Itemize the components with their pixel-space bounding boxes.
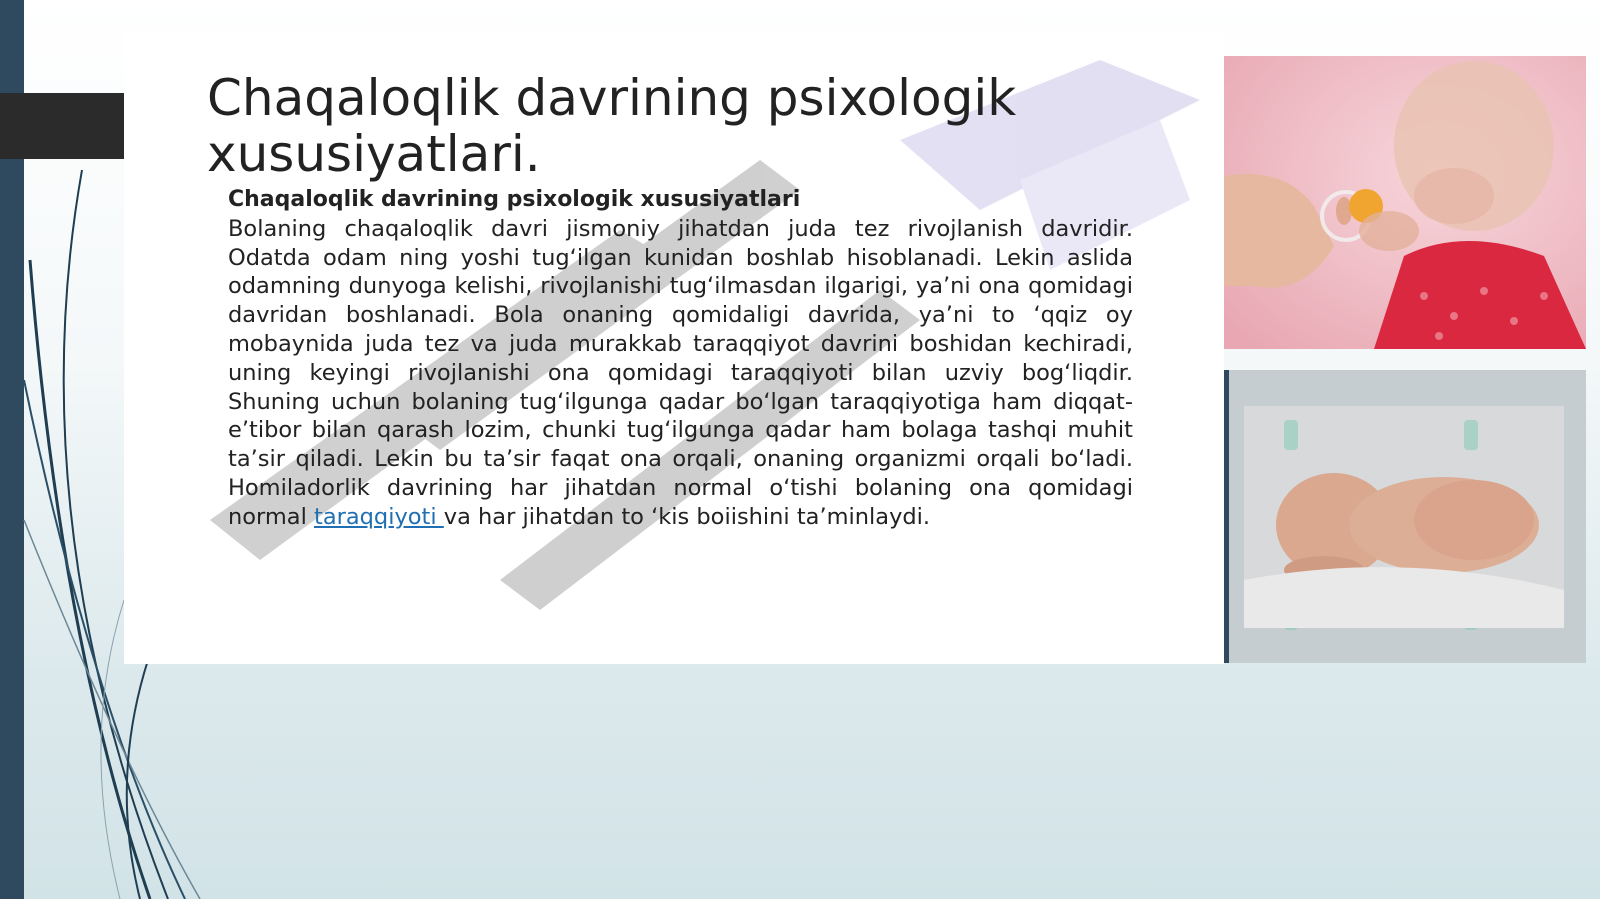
paragraph-text: Bolaning chaqaloqlik davri jismoniy jihatdan juda tez rivojlanish davridir. Odatda odam ning yoshi tug‘ilgan kunidan boshlab hisoblanadi. Lekin aslida odamning dunyoga kelishi, rivojlanishi tug‘ilmasdan ilgarigi, ya’ni ona qomidagi davridan boshlanadi. Bola onaning qomidaligi davrida, ya’ni to ‘qqiz oy mobaynida juda tez va juda murakkab taraqqiyot davrini boshidan kechiradi, uning keyingi rivojlanishi ona qomidagi taraqqiyoti bilan uzviy bog‘liqdir. Shuning uchun bolaning tug‘ilgunga qadar bo‘lgan taraqqiyotiga ham diqqat-e’tibor bilan qarash lozim, chunki tug‘ilgunga qadar ham bolaga tashqi muhit ta’sir qiladi. Lekin bu ta’sir faqat ona orqali, onaning organizmi orqali bo‘ladi. Homiladorlik davrining har jihatdan normal o‘tishi bolaning ona qomidagi normal <box>228 215 1133 530</box>
body-subheading: Chaqaloqlik davrining psixologik xususiyatlari <box>228 187 801 212</box>
photo-frame-edge <box>1224 370 1229 663</box>
slide-title: Chaqaloqlik davrining psixologik xususiyatlari. <box>207 69 1017 183</box>
taraqqiyoti-link[interactable]: taraqqiyoti <box>314 503 444 530</box>
body-text <box>228 186 1133 532</box>
dark-accent-tab <box>0 93 124 159</box>
sleeping-newborn-photo <box>1224 370 1586 663</box>
baby-pacifier-photo <box>1224 56 1586 349</box>
body-paragraph <box>228 215 1133 532</box>
paragraph-text-end: va har jihatdan to ‘kis boiishini ta’minlaydi. <box>443 503 931 530</box>
